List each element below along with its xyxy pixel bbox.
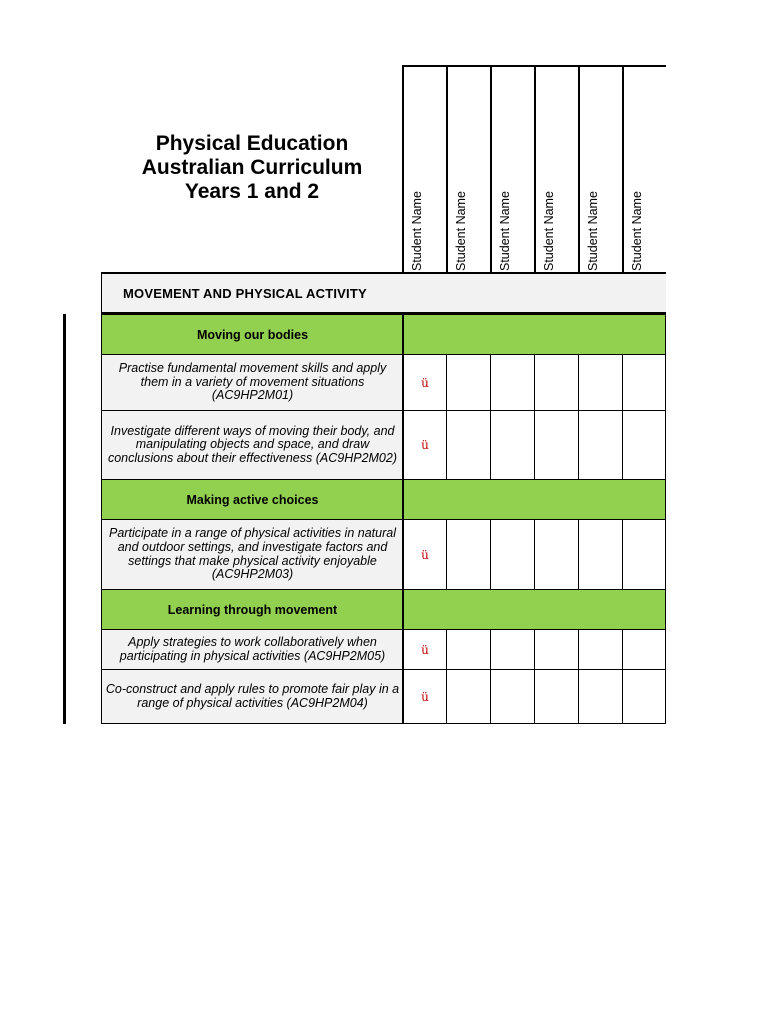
student-name-label: Student Name — [586, 191, 600, 271]
student-name-label: Student Name — [542, 191, 556, 271]
student-name-label: Student Name — [410, 191, 424, 271]
assessment-cell[interactable] — [578, 630, 622, 669]
assessment-cell[interactable] — [446, 355, 490, 410]
student-column-header[interactable] — [534, 65, 578, 273]
page-title — [103, 132, 401, 204]
check-icon: ü — [421, 689, 429, 704]
assessment-cell[interactable] — [622, 630, 666, 669]
assessment-cell[interactable] — [402, 411, 446, 479]
assessment-cell[interactable] — [578, 411, 622, 479]
assessment-cell[interactable] — [490, 355, 534, 410]
assessment-cell[interactable] — [534, 670, 578, 723]
group-row — [101, 315, 666, 354]
student-column-header[interactable] — [490, 65, 534, 273]
table-row — [101, 630, 666, 669]
outcome-description: Participate in a range of physical activities in natural and outdoor settings, and investigate factors and settings that make physical activity enjoyable (AC9HP2M03) — [101, 520, 403, 589]
assessment-cell[interactable] — [534, 355, 578, 410]
check-icon: ü — [421, 375, 429, 390]
column-divider — [402, 590, 404, 629]
assessment-cell[interactable] — [402, 520, 446, 589]
section-heading: MOVEMENT AND PHYSICAL ACTIVITY — [123, 286, 367, 301]
student-column-header[interactable] — [402, 65, 446, 273]
student-name-label: Student Name — [498, 191, 512, 271]
group-row — [101, 480, 666, 519]
assessment-cell[interactable] — [578, 670, 622, 723]
table-row — [101, 355, 666, 410]
assessment-cell[interactable] — [534, 411, 578, 479]
group-label: Making active choices — [101, 480, 403, 519]
assessment-cell[interactable] — [402, 355, 446, 410]
assessment-cell[interactable] — [446, 670, 490, 723]
student-column-header[interactable] — [446, 65, 490, 273]
column-divider — [402, 315, 404, 354]
assessment-cell[interactable] — [490, 630, 534, 669]
outcome-description: Investigate different ways of moving their body, and manipulating objects and space, and draw conclusions about their effectiveness (AC9HP2M02) — [101, 411, 403, 479]
assessment-cell[interactable] — [622, 670, 666, 723]
check-icon: ü — [421, 642, 429, 657]
assessment-cell[interactable] — [622, 520, 666, 589]
table-row — [101, 411, 666, 479]
assessment-cell[interactable] — [446, 630, 490, 669]
title-line-1: Physical Education — [155, 132, 349, 155]
group-row — [101, 590, 666, 629]
group-label: Moving our bodies — [101, 315, 403, 354]
group-label: Learning through movement — [101, 590, 403, 629]
student-column-header[interactable] — [622, 65, 666, 273]
assessment-cell[interactable] — [446, 520, 490, 589]
section-heading-row — [101, 272, 666, 314]
table-bottom-rule — [101, 723, 666, 724]
assessment-cell[interactable] — [446, 411, 490, 479]
assessment-cell[interactable] — [402, 670, 446, 723]
assessment-cell[interactable] — [578, 355, 622, 410]
outcome-description: Apply strategies to work collaboratively when participating in physical activities (AC9HP2M05) — [101, 630, 403, 669]
table-row — [101, 520, 666, 589]
column-divider — [402, 480, 404, 519]
assessment-cell[interactable] — [622, 411, 666, 479]
table-right-edge — [665, 314, 666, 724]
assessment-cell[interactable] — [490, 411, 534, 479]
table-row — [101, 670, 666, 723]
check-icon: ü — [421, 547, 429, 562]
assessment-cell[interactable] — [490, 670, 534, 723]
left-margin-rule — [63, 314, 66, 724]
assessment-cell[interactable] — [402, 630, 446, 669]
assessment-cell[interactable] — [534, 520, 578, 589]
student-column-header[interactable] — [578, 65, 622, 273]
assessment-cell[interactable] — [490, 520, 534, 589]
title-line-3: Years 1 and 2 — [184, 180, 320, 203]
assessment-cell[interactable] — [534, 630, 578, 669]
outcome-description: Co-construct and apply rules to promote fair play in a range of physical activities (AC9HP2M04) — [101, 670, 403, 723]
student-name-label: Student Name — [630, 191, 644, 271]
outcome-description: Practise fundamental movement skills and apply them in a variety of movement situations (AC9HP2M01) — [101, 355, 403, 410]
student-name-label: Student Name — [454, 191, 468, 271]
assessment-cell[interactable] — [622, 355, 666, 410]
assessment-cell[interactable] — [578, 520, 622, 589]
check-icon: ü — [421, 438, 429, 452]
title-line-2: Australian Curriculum — [141, 156, 363, 179]
